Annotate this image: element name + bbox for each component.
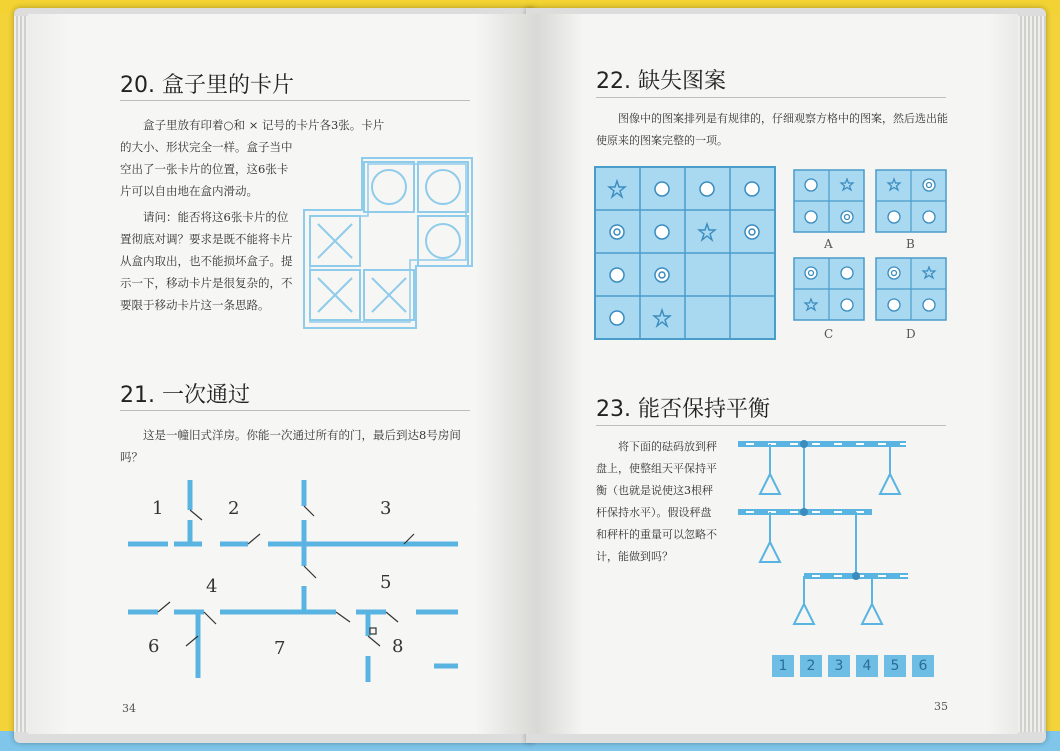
title-rule (596, 97, 946, 98)
puzzle-20-title: 20. 盒子里的卡片 (120, 73, 294, 98)
puzzle-23-title: 23. 能否保持平衡 (596, 397, 770, 422)
puzzle-23-paragraph: 将下面的砝码放到秤盘上，使整组天平保持平衡（也就是说使这3根秤杆保持水平）。假设秤盘和秤杆的重量可以忽略不计，能做到吗？ (596, 440, 717, 563)
weight-4: 4 (856, 655, 878, 677)
room-6-label: 6 (148, 636, 160, 657)
weight-1: 1 (772, 655, 794, 677)
weight-5: 5 (884, 655, 906, 677)
option-d-label: D (906, 327, 916, 341)
puzzle-22-paragraph: 图像中的图案排列是有规律的，仔细观察方格中的图案，然后选出能使原来的图案完整的一项。 (596, 112, 948, 147)
floor-plan-diagram (124, 476, 464, 686)
weight-6: 6 (912, 655, 934, 677)
option-c-label: C (824, 327, 834, 341)
puzzle-20-paragraph-2: 请问：能否将这6张卡片的位置彻底对调？要求是既不能将卡片从盒内取出，也不能损坏盒子。提示一下，移动卡片是很复杂的，不要限于移动卡片这一条思路。 (120, 210, 293, 312)
room-8-label: 8 (392, 636, 404, 657)
pattern-options (790, 168, 952, 344)
page-edges-right (1016, 16, 1046, 732)
balance-diagram (732, 434, 912, 634)
room-2-label: 2 (228, 498, 240, 519)
puzzle-20-paragraph-1: 盒子里放有印着○和 × 记号的卡片各3张。卡片 的大小、形状完全一样。盒子当中空出了一张卡片的位置，这6张卡片可以自由地在盒内滑动。 (120, 118, 385, 198)
title-rule (120, 100, 470, 101)
puzzle-21-title: 21. 一次通过 (120, 383, 250, 408)
title-rule (120, 410, 470, 411)
page-number-left: 34 (122, 702, 136, 715)
room-3-label: 3 (380, 498, 392, 519)
weight-3: 3 (828, 655, 850, 677)
room-4-label: 4 (206, 576, 218, 597)
card-box-diagram (302, 152, 474, 332)
title-rule (596, 425, 946, 426)
pattern-grid (594, 166, 776, 340)
puzzle-22-title: 22. 缺失图案 (596, 69, 726, 94)
puzzle-21-paragraph: 这是一幢旧式洋房。你能一次通过所有的门，最后到达8号房间吗？ (120, 428, 461, 464)
weights-row (772, 655, 934, 677)
room-1-label: 1 (152, 498, 164, 519)
room-5-label: 5 (380, 572, 392, 593)
weight-2: 2 (800, 655, 822, 677)
page-number-right: 35 (934, 700, 948, 713)
room-7-label: 7 (274, 638, 286, 659)
option-a-label: A (824, 237, 833, 251)
option-b-label: B (906, 237, 915, 251)
